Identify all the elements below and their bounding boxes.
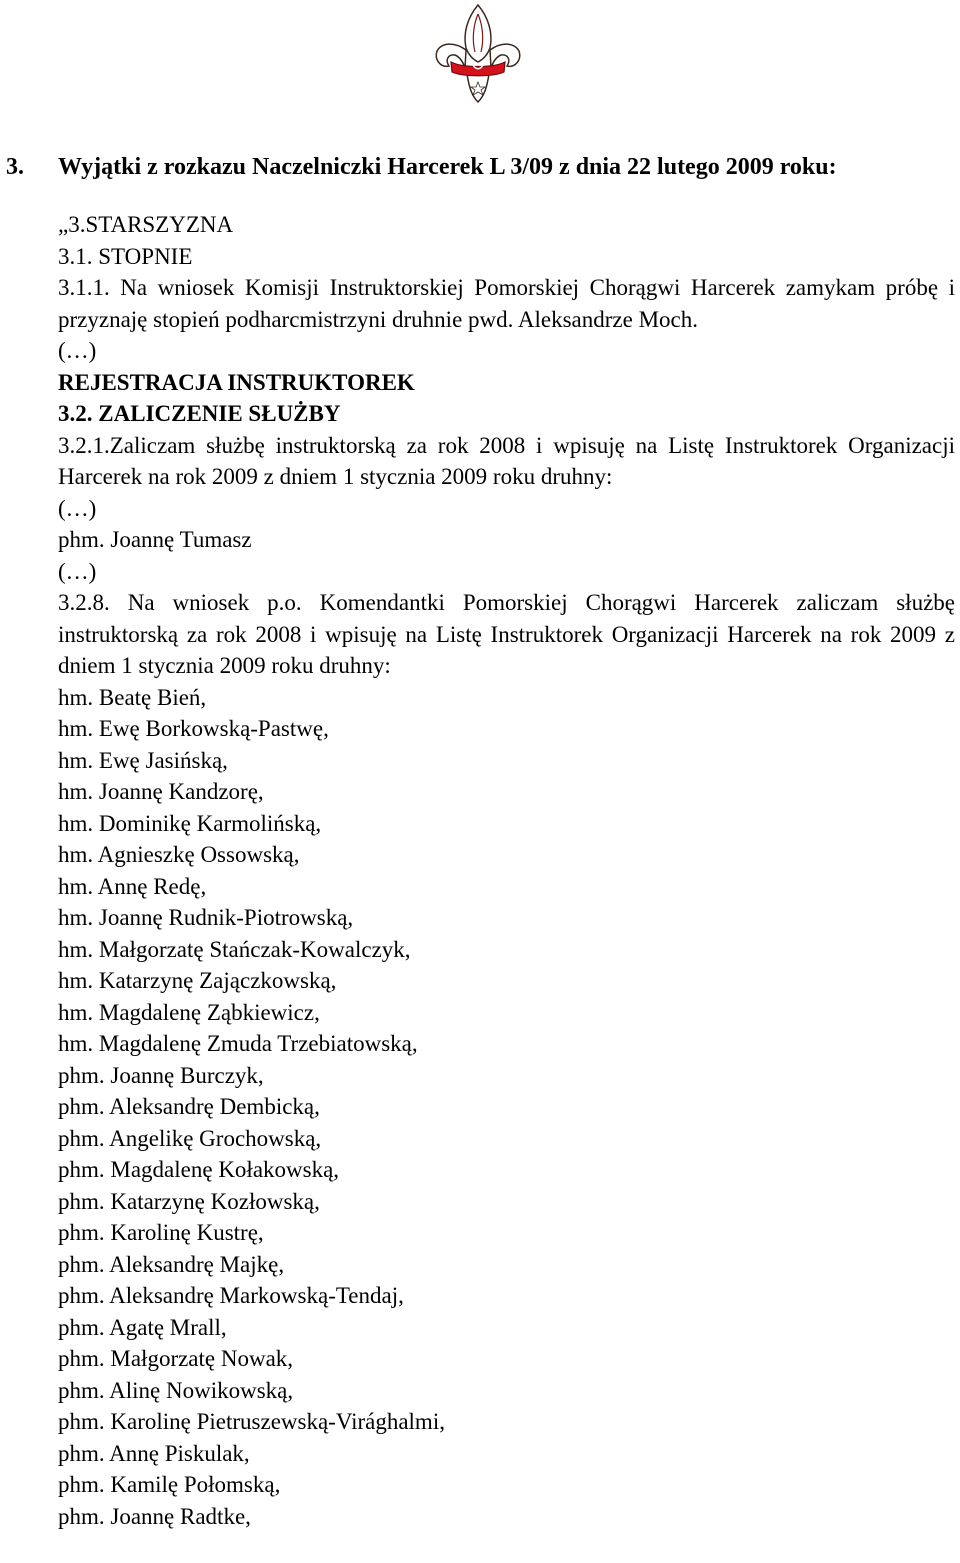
ellipsis-1: (…) bbox=[58, 338, 97, 363]
paragraph-zaliczenie: 3.2. ZALICZENIE SŁUŻBY bbox=[58, 401, 341, 426]
section-number: 3. bbox=[6, 154, 24, 180]
list-item: phm. Aleksandrę Markowską-Tendaj, bbox=[58, 1283, 404, 1308]
ellipsis-2: (…) bbox=[58, 495, 97, 521]
ellipsis-3: (…) bbox=[58, 558, 97, 584]
list-item: phm. Karolinę Kustrę, bbox=[58, 1220, 264, 1245]
list-item: phm. Agatę Mrall, bbox=[58, 1314, 227, 1340]
list-item: hm. Małgorzatę Stańczak-Kowalczyk, bbox=[58, 936, 411, 962]
list-item: phm. Angelikę Grochowską, bbox=[58, 1125, 322, 1151]
fleur-de-lis-logo bbox=[433, 2, 523, 104]
list-item: phm. Aleksandrę Majkę, bbox=[58, 1251, 285, 1277]
list-item: phm. Karolinę Pietruszewską-Virághalmi, bbox=[58, 1409, 445, 1434]
list-item: phm. Aleksandrę Dembicką, bbox=[58, 1094, 320, 1119]
paragraph-3-2-8: 3.2.8. Na wniosek p.o. Komendantki Pomorskiej Chorągwi Harcerek zaliczam służbę instruktorską za rok 2008 i wpisuję na Listę Instruktorek Organizacji Harcerek na rok 2009 z dniem 1 stycznia 2009 roku druhny: bbox=[58, 590, 955, 678]
name-tumasz: phm. Joannę Tumasz bbox=[58, 527, 252, 552]
list-item: hm. Agnieszkę Ossowską, bbox=[58, 842, 300, 867]
name-list bbox=[58, 682, 955, 1533]
list-item: hm. Magdalenę Zmuda Trzebiatowską, bbox=[58, 1031, 418, 1056]
paragraph-starszyzna: „3.STARSZYZNA bbox=[58, 212, 234, 237]
list-item: phm. Joannę Burczyk, bbox=[58, 1062, 264, 1088]
list-item: hm. Katarzynę Zajączkowską, bbox=[58, 968, 337, 993]
list-item: hm. Magdalenę Ząbkiewicz, bbox=[58, 999, 320, 1025]
list-item: hm. Joannę Kandzorę, bbox=[58, 779, 264, 804]
paragraph-3-1-1: 3.1.1. Na wniosek Komisji Instruktorskiej Pomorskiej Chorągwi Harcerek zamykam próbę i przyznaję stopień podharcmistrzyni druhnie pwd. Aleksandrze Moch. bbox=[58, 275, 955, 332]
list-item: hm. Joannę Rudnik-Piotrowską, bbox=[58, 905, 354, 930]
paragraph-3-2-1: 3.2.1.Zaliczam służbę instruktorską za rok 2008 i wpisuję na Listę Instruktorek Organizacji Harcerek na rok 2009 z dniem 1 stycznia 2009 roku druhny: bbox=[58, 432, 955, 489]
section-title: Wyjątki z rozkazu Naczelniczki Harcerek L 3/09 z dnia 22 lutego 2009 roku: bbox=[58, 154, 837, 180]
list-item: phm. Magdalenę Kołakowską, bbox=[58, 1157, 340, 1182]
list-item: phm. Annę Piskulak, bbox=[58, 1440, 250, 1466]
list-item: phm. Małgorzatę Nowak, bbox=[58, 1346, 294, 1371]
list-item: phm. Kamilę Połomską, bbox=[58, 1472, 281, 1497]
list-item: phm. Joannę Radtke, bbox=[58, 1503, 251, 1529]
list-item: hm. Ewę Jasińską, bbox=[58, 747, 228, 773]
paragraph-rejestracja: REJESTRACJA INSTRUKTOREK bbox=[58, 369, 415, 395]
list-item: hm. Beatę Bień, bbox=[58, 684, 207, 710]
list-item: phm. Katarzynę Kozłowską, bbox=[58, 1188, 320, 1214]
list-item: phm. Alinę Nowikowską, bbox=[58, 1377, 294, 1403]
list-item: hm. Dominikę Karmolińską, bbox=[58, 810, 322, 836]
list-item: hm. Annę Redę, bbox=[58, 873, 207, 899]
document-body bbox=[58, 209, 955, 1532]
list-item: hm. Ewę Borkowską-Pastwę, bbox=[58, 716, 329, 741]
paragraph-stopnie: 3.1. STOPNIE bbox=[58, 243, 193, 269]
